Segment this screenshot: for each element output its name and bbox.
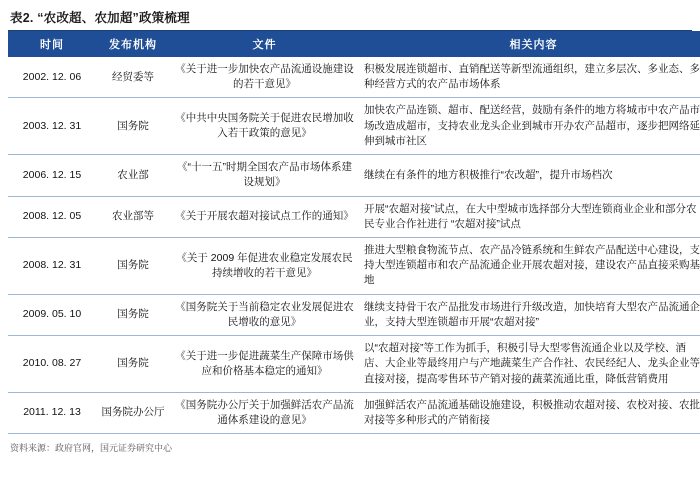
cell-content: 以“农超对接”等工作为抓手，积极引导大型零售流通企业以及学校、酒店、大企业等最终用户与产地蔬菜生产合作社、农民经纪人、龙头企业等直接对接，提高零售环节产销对接的蔬菜流通比重，降低营销费用 <box>359 336 700 393</box>
cell-content: 继续在有条件的地方积极推行“农改超”，提升市场档次 <box>359 155 700 196</box>
table-row <box>8 392 700 433</box>
cell-content: 积极发展连锁超市、直销配送等新型流通组织，建立多层次、多业态、多种经营方式的农产品市场体系 <box>359 57 700 98</box>
cell-org: 国务院 <box>96 336 170 393</box>
page-title: 表2. “农改超、农加超”政策梳理 <box>10 11 190 25</box>
column-header-org: 发布机构 <box>96 31 170 57</box>
cell-doc: 《关于 2009 年促进农业稳定发展农民持续增收的若干意见》 <box>170 237 359 294</box>
cell-content: 开展“农超对接”试点，在大中型城市选择部分大型连锁商业企业和部分农民专业合作社进行 “农超对接”试点 <box>359 196 700 237</box>
cell-org: 农业部等 <box>96 196 170 237</box>
cell-content: 推进大型粮食物流节点、农产品冷链系统和生鲜农产品配送中心建设，支持大型连锁超市和农产品流通企业开展农超对接，建设农产品直接采购基地 <box>359 237 700 294</box>
table-row <box>8 98 700 155</box>
cell-org: 国务院 <box>96 237 170 294</box>
table-row <box>8 155 700 196</box>
cell-doc: 《国务院办公厅关于加强鲜活农产品流通体系建设的意见》 <box>170 392 359 433</box>
column-header-content: 相关内容 <box>359 31 700 57</box>
cell-doc: 《国务院关于当前稳定农业发展促进农民增收的意见》 <box>170 294 359 335</box>
cell-doc: 《“十一五”时期全国农产品市场体系建设规划》 <box>170 155 359 196</box>
cell-time: 2009. 05. 10 <box>8 294 96 335</box>
cell-org: 国务院 <box>96 294 170 335</box>
table-row <box>8 237 700 294</box>
cell-doc: 《关于进一步促进蔬菜生产保障市场供应和价格基本稳定的通知》 <box>170 336 359 393</box>
table-row <box>8 294 700 335</box>
cell-time: 2006. 12. 15 <box>8 155 96 196</box>
table-row <box>8 196 700 237</box>
cell-time: 2011. 12. 13 <box>8 392 96 433</box>
table-row <box>8 57 700 98</box>
cell-doc: 《中共中央国务院关于促进农民增加收入若干政策的意见》 <box>170 98 359 155</box>
policy-table <box>8 31 700 434</box>
cell-time: 2010. 08. 27 <box>8 336 96 393</box>
table-header <box>8 31 700 57</box>
cell-org: 国务院 <box>96 98 170 155</box>
title-block <box>8 6 692 31</box>
cell-org: 国务院办公厅 <box>96 392 170 433</box>
column-header-time: 时间 <box>8 31 96 57</box>
table-header-row <box>8 31 700 57</box>
table-body <box>8 57 700 434</box>
source-note: 资料来源：政府官网，国元证券研究中心 <box>10 443 173 454</box>
cell-doc: 《关于进一步加快农产品流通设施建设的若干意见》 <box>170 57 359 98</box>
cell-time: 2003. 12. 31 <box>8 98 96 155</box>
cell-org: 经贸委等 <box>96 57 170 98</box>
cell-content: 加强鲜活农产品流通基础设施建设，积极推动农超对接、农校对接、农批对接等多种形式的产销衔接 <box>359 392 700 433</box>
cell-content: 加快农产品连锁、超市、配送经营，鼓励有条件的地方将城市中农产品市场改造成超市，支持农业龙头企业到城市开办农产品超市，逐步把网络延伸到城市社区 <box>359 98 700 155</box>
column-header-doc: 文件 <box>170 31 359 57</box>
cell-time: 2002. 12. 06 <box>8 57 96 98</box>
cell-time: 2008. 12. 05 <box>8 196 96 237</box>
cell-time: 2008. 12. 31 <box>8 237 96 294</box>
cell-doc: 《关于开展农超对接试点工作的通知》 <box>170 196 359 237</box>
table-row <box>8 336 700 393</box>
cell-content: 继续支持骨干农产品批发市场进行升级改造，加快培育大型农产品流通企业，支持大型连锁超市开展“农超对接” <box>359 294 700 335</box>
cell-org: 农业部 <box>96 155 170 196</box>
